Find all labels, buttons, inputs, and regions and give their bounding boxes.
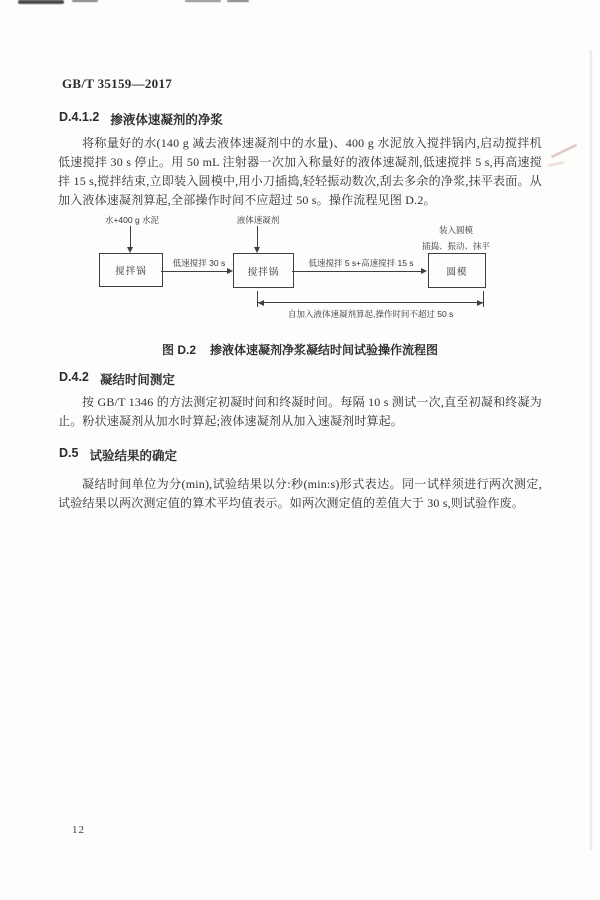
section-number: D.4.2 bbox=[59, 370, 89, 384]
flow-box-mixer1-label: 搅拌锅 bbox=[115, 266, 147, 277]
flow-box-mixer1 bbox=[99, 253, 163, 287]
section-body-d5: 凝结时间单位为分(min),试验结果以分:秒(min:s)形式表达。同一试样须进行两次测定,试验结果以两次测定值的算术平均值表示。如两次测定值的差值大于 30 s,则试验作废。 bbox=[58, 477, 542, 510]
arrow-left-icon bbox=[258, 300, 264, 306]
flow-arrow-line bbox=[161, 271, 227, 272]
flow-arrow-line bbox=[257, 226, 258, 248]
section-title: 试验结果的确定 bbox=[89, 449, 177, 463]
flow-input-water-label: 水+400 g 水泥 bbox=[104, 215, 160, 225]
flow-box-mixer2 bbox=[233, 253, 294, 288]
flow-step2-label: 低速搅拌 5 s+高速搅拌 15 s bbox=[308, 258, 414, 268]
standard-number-header: GB/T 35159—2017 bbox=[62, 76, 173, 91]
section-title: 凝结时间测定 bbox=[99, 373, 175, 387]
figure-caption-label: 图 D.2 bbox=[161, 343, 196, 357]
section-body-d412: 将称量好的水(140 g 减去液体速凝剂中的水量)、400 g 水泥放入搅拌锅内,启动搅拌机低速搅拌 30 s 停止。用 50 mL 注射器一次加入称量好的液体速凝剂,低速搅拌 5 s,再高速搅拌 15 s,搅拌结束,立即装入圆模中,用小刀插捣,轻轻振动数次,刮去多余的净浆,抹平表面。从加入液体速凝剂算起,全部操作时间不应超过 50 s。操作流程见图 D.2。 bbox=[58, 136, 542, 207]
dimension-line bbox=[258, 302, 483, 303]
figure-d2-flowchart bbox=[0, 0, 600, 340]
figure-caption-title: 掺液体速凝剂净浆凝结时间试验操作流程图 bbox=[210, 343, 439, 357]
arrow-right-icon bbox=[421, 268, 427, 274]
flow-input-accelerator-label: 液体速凝剂 bbox=[236, 215, 280, 225]
flow-box-mixer2-label: 搅拌锅 bbox=[247, 266, 280, 278]
arrow-right-icon bbox=[477, 300, 483, 306]
section-title: 掺液体速凝剂的净浆 bbox=[110, 113, 223, 127]
page-number: 12 bbox=[72, 824, 85, 836]
section-body-d42: 按 GB/T 1346 的方法测定初凝时间和终凝时间。每隔 10 s 测试一次,直至初凝和终凝为止。粉状速凝剂从加水时算起;液体速凝剂从加入速凝剂时算起。 bbox=[58, 395, 542, 428]
flow-mold-note2: 插捣、振动、抹平 bbox=[421, 241, 490, 251]
figure-caption bbox=[0, 341, 600, 358]
flow-arrow-line bbox=[292, 271, 422, 272]
flow-arrow-line bbox=[130, 226, 131, 248]
section-heading-d42 bbox=[59, 370, 175, 388]
flow-step1-label: 低速搅拌 30 s bbox=[172, 258, 226, 268]
section-number: D.4.1.2 bbox=[59, 110, 100, 124]
section-heading-d5 bbox=[59, 446, 177, 464]
flow-duration-note: 自加入液体速凝剂算起,操作时间不超过 50 s bbox=[288, 309, 454, 319]
flow-mold-note1: 装入圆模 bbox=[438, 225, 473, 235]
dimension-tick-right bbox=[483, 291, 484, 307]
section-number: D.5 bbox=[59, 446, 79, 460]
flow-box-mold bbox=[428, 253, 486, 288]
flow-box-mold-label: 圆模 bbox=[446, 266, 468, 278]
